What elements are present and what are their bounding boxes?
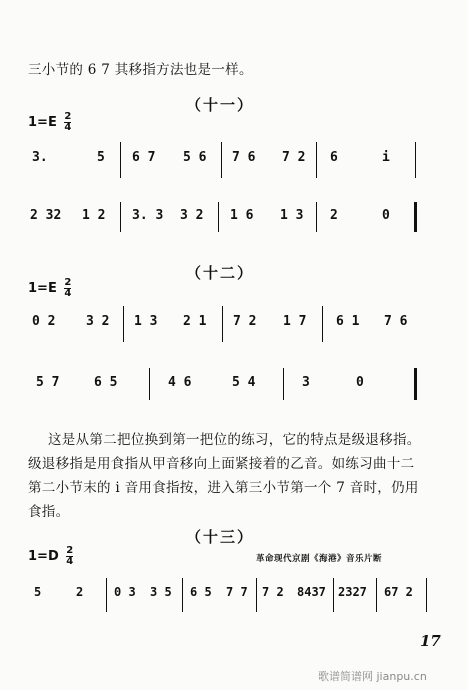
note-group: 1 3 [134, 314, 158, 329]
example-11-key [28, 112, 71, 133]
bar-line [222, 306, 223, 342]
note-group: 1 6 [230, 208, 254, 223]
time-signature: $\frac{2}{4}$ [64, 277, 72, 299]
note-group: 2 [330, 208, 338, 223]
bar-line [218, 202, 219, 232]
bar-line [149, 368, 150, 400]
note-group: 3. 3 [132, 208, 164, 223]
source-credit: 革命现代京剧《海港》音乐片断 [256, 554, 383, 564]
note-group: i [382, 150, 390, 165]
note-group: 2 [76, 585, 84, 599]
paragraph-line-3: 第二小节末的 i 音用食指按，进入第三小节第一个 7 音时，仍用 [28, 480, 419, 496]
bar-line [426, 578, 427, 612]
bar-line [120, 142, 121, 178]
bar-line [221, 142, 222, 178]
note-group: 5 [34, 585, 42, 599]
key-signature: 1=D [28, 549, 59, 564]
paragraph-line-2: 级退移指是用食指从甲音移向上面紧接着的乙音。如练习曲十二 [28, 456, 415, 472]
note-group: 5 4 [232, 375, 256, 390]
example-12-key [28, 278, 71, 299]
note-group: 3 5 [150, 585, 172, 599]
note-group: 5 [97, 150, 105, 165]
bar-line [182, 578, 183, 612]
note-group: 6 [330, 150, 338, 165]
note-group: 2 1 [183, 314, 207, 329]
bar-line [415, 142, 416, 178]
bar-line [120, 202, 121, 232]
bar-line [316, 142, 317, 178]
note-group: 3 [302, 375, 310, 390]
bar-line [333, 578, 334, 612]
note-group: 0 [382, 208, 390, 223]
note-group: 2327 [338, 585, 367, 599]
bar-line [316, 202, 317, 232]
note-group: 6 1 [336, 314, 360, 329]
note-group: 8437 [297, 585, 326, 599]
bar-line [283, 368, 284, 400]
bar-line [123, 306, 124, 342]
note-group: 67 2 [384, 585, 413, 599]
paragraph-line-4: 食指。 [28, 504, 70, 520]
page-number: 17 [420, 632, 441, 650]
note-group: 7 6 [232, 150, 256, 165]
note-group: 1 3 [280, 208, 304, 223]
note-group: 1 7 [283, 314, 307, 329]
note-group: 6 7 [132, 150, 156, 165]
note-group: 0 2 [32, 314, 56, 329]
key-signature: 1=E [28, 115, 57, 130]
note-group: 5 7 [36, 375, 60, 390]
time-signature: $\frac{2}{4}$ [66, 545, 74, 567]
note-group: 6 5 [190, 585, 212, 599]
note-group: 4 6 [168, 375, 192, 390]
watermark: 歌谱简谱网 jianpu.cn [318, 670, 427, 683]
bar-line [106, 578, 107, 612]
key-signature: 1=E [28, 281, 57, 296]
note-group: 1 2 [82, 208, 106, 223]
example-12-title: （十二） [186, 264, 255, 282]
example-11-title: （十一） [186, 96, 255, 114]
note-group: 0 [356, 375, 364, 390]
final-bar-line [414, 202, 417, 232]
note-group: 7 7 [226, 585, 248, 599]
bar-line [376, 578, 377, 612]
note-group: 3 2 [180, 208, 204, 223]
note-group: 3 2 [86, 314, 110, 329]
bar-line [322, 306, 323, 342]
note-group: 5 6 [183, 150, 207, 165]
time-signature: $\frac{2}{4}$ [64, 111, 72, 133]
note-group: 2 32 [30, 208, 62, 223]
note-group: 7 2 [233, 314, 257, 329]
note-group: 0 3 [114, 585, 136, 599]
note-group: 7 6 [384, 314, 408, 329]
final-bar-line [414, 368, 417, 400]
example-13-title: （十三） [186, 528, 255, 546]
note-group: 6 5 [94, 375, 118, 390]
note-group: 3. [32, 150, 48, 165]
note-group: 7 2 [282, 150, 306, 165]
example-13-key [28, 546, 73, 567]
paragraph-line-1: 这是从第二把位换到第一把位的练习，它的特点是级退移指。 [48, 432, 421, 448]
note-group: 7 2 [262, 585, 284, 599]
intro-text: 三小节的 6 7 其移指方法也是一样。 [28, 62, 253, 78]
bar-line [256, 578, 257, 612]
